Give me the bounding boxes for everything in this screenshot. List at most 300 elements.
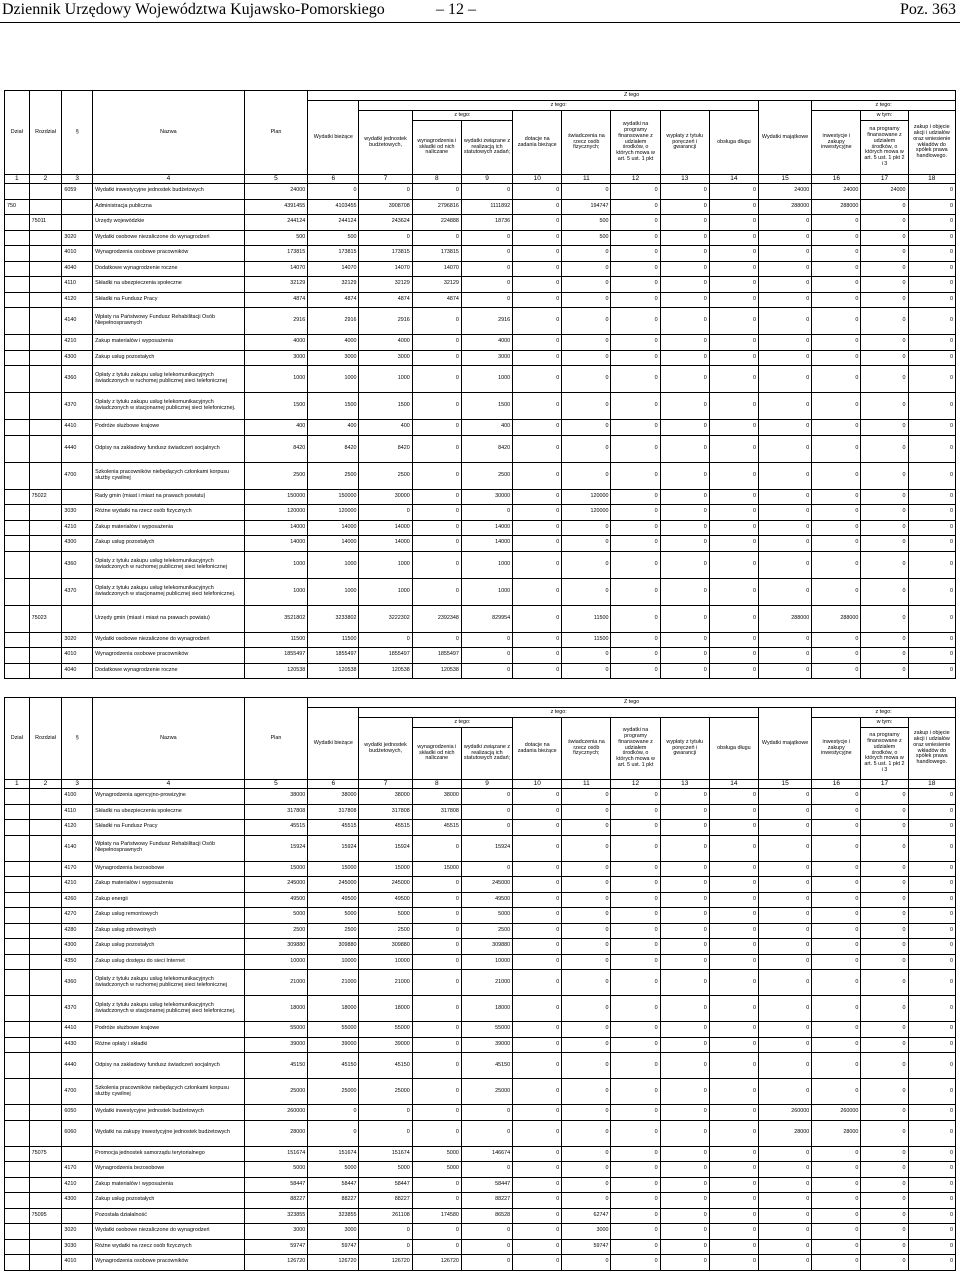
amount-cell: 0 bbox=[758, 663, 811, 679]
amount-cell: 1000 bbox=[359, 578, 412, 605]
amount-cell: 0 bbox=[861, 804, 908, 820]
amount-cell: 0 bbox=[513, 996, 562, 1022]
amount-cell: 0 bbox=[562, 908, 611, 924]
amount-cell: 0 bbox=[908, 1255, 955, 1271]
amount-cell: 0 bbox=[812, 632, 861, 648]
amount-cell: 0 bbox=[562, 335, 611, 351]
amount-cell: 49500 bbox=[359, 892, 412, 908]
amount-cell: 0 bbox=[513, 789, 562, 805]
amount-cell: 0 bbox=[308, 1120, 359, 1146]
amount-cell: 0 bbox=[709, 939, 758, 955]
code-cell bbox=[5, 804, 30, 820]
amount-cell: 260000 bbox=[244, 1105, 308, 1121]
code-cell: 4120 bbox=[62, 820, 93, 836]
amount-cell: 0 bbox=[562, 551, 611, 578]
amount-cell: 0 bbox=[812, 277, 861, 293]
amount-cell: 0 bbox=[513, 804, 562, 820]
code-cell bbox=[5, 820, 30, 836]
amount-cell: 1000 bbox=[244, 578, 308, 605]
amount-cell: 0 bbox=[611, 246, 660, 262]
amount-cell: 0 bbox=[513, 246, 562, 262]
amount-cell: 0 bbox=[908, 435, 955, 462]
amount-cell: 0 bbox=[611, 1224, 660, 1240]
amount-cell: 0 bbox=[513, 663, 562, 679]
code-cell bbox=[29, 1224, 62, 1240]
amount-cell: 0 bbox=[660, 1037, 709, 1053]
amount-cell: 0 bbox=[812, 350, 861, 366]
amount-cell: 21000 bbox=[244, 970, 308, 996]
journal-title: Dziennik Urzędowy Województwa Kujawsko-Pomorskiego bbox=[2, 1, 385, 18]
amount-cell: 0 bbox=[412, 435, 461, 462]
table-row bbox=[5, 578, 956, 605]
amount-cell: 0 bbox=[513, 835, 562, 861]
name-cell: Składki na Fundusz Pracy bbox=[93, 292, 245, 308]
amount-cell: 0 bbox=[861, 939, 908, 955]
amount-cell: 0 bbox=[812, 420, 861, 436]
code-cell bbox=[5, 505, 30, 521]
amount-cell: 15924 bbox=[461, 835, 512, 861]
amount-cell: 1000 bbox=[461, 578, 512, 605]
code-cell bbox=[5, 877, 30, 893]
code-cell: 75011 bbox=[29, 215, 62, 231]
amount-cell: 0 bbox=[412, 1193, 461, 1209]
code-cell: 4210 bbox=[62, 520, 93, 536]
amount-cell: 288000 bbox=[758, 199, 811, 215]
amount-cell: 0 bbox=[461, 1239, 512, 1255]
amount-cell: 0 bbox=[412, 184, 461, 200]
name-cell: Zakup energii bbox=[93, 892, 245, 908]
code-cell bbox=[29, 199, 62, 215]
amount-cell: 39000 bbox=[461, 1037, 512, 1053]
name-cell: Wydatki osobowe niezaliczone do wynagrodzeń bbox=[93, 230, 245, 246]
code-cell bbox=[29, 861, 62, 877]
code-cell bbox=[5, 578, 30, 605]
amount-cell: 0 bbox=[812, 908, 861, 924]
amount-cell: 1500 bbox=[461, 393, 512, 420]
code-cell bbox=[29, 184, 62, 200]
amount-cell: 1111892 bbox=[461, 199, 512, 215]
name-cell: Urzędy wojewódzkie bbox=[93, 215, 245, 231]
code-cell bbox=[29, 1037, 62, 1053]
amount-cell: 0 bbox=[513, 1037, 562, 1053]
amount-cell: 15000 bbox=[412, 861, 461, 877]
amount-cell: 1855497 bbox=[244, 648, 308, 664]
amount-cell: 0 bbox=[812, 1037, 861, 1053]
header-w-tym: w tym: bbox=[861, 718, 908, 728]
table-row bbox=[5, 1239, 956, 1255]
amount-cell: 0 bbox=[660, 366, 709, 393]
amount-cell: 0 bbox=[709, 789, 758, 805]
amount-cell: 45515 bbox=[412, 820, 461, 836]
amount-cell: 2392348 bbox=[412, 605, 461, 632]
name-cell: Promocja jednostek samorządu terytorialnego bbox=[93, 1146, 245, 1162]
amount-cell: 0 bbox=[812, 393, 861, 420]
amount-cell: 0 bbox=[412, 335, 461, 351]
amount-cell: 173815 bbox=[359, 246, 412, 262]
code-cell: 4140 bbox=[62, 308, 93, 335]
amount-cell: 0 bbox=[660, 292, 709, 308]
amount-cell: 1000 bbox=[308, 578, 359, 605]
name-cell: Dodatkowe wynagrodzenie roczne bbox=[93, 663, 245, 679]
amount-cell: 288000 bbox=[812, 605, 861, 632]
amount-cell: 0 bbox=[308, 184, 359, 200]
amount-cell: 0 bbox=[660, 462, 709, 489]
code-cell: 6050 bbox=[62, 1105, 93, 1121]
amount-cell: 0 bbox=[513, 908, 562, 924]
name-cell: Zakup usług pozostałych bbox=[93, 939, 245, 955]
amount-cell: 0 bbox=[709, 970, 758, 996]
amount-cell: 400 bbox=[359, 420, 412, 436]
name-cell: Rady gmin (miast i miast na prawach powiatu) bbox=[93, 489, 245, 505]
amount-cell: 0 bbox=[562, 393, 611, 420]
amount-cell: 0 bbox=[513, 350, 562, 366]
amount-cell: 0 bbox=[812, 578, 861, 605]
amount-cell: 0 bbox=[758, 970, 811, 996]
amount-cell: 0 bbox=[562, 462, 611, 489]
amount-cell: 0 bbox=[709, 215, 758, 231]
amount-cell: 0 bbox=[611, 578, 660, 605]
code-cell: 4350 bbox=[62, 954, 93, 970]
amount-cell: 0 bbox=[861, 261, 908, 277]
code-cell bbox=[29, 578, 62, 605]
amount-cell: 0 bbox=[660, 1120, 709, 1146]
amount-cell: 0 bbox=[908, 820, 955, 836]
table-row bbox=[5, 1105, 956, 1121]
column-numbers-row bbox=[5, 780, 956, 789]
amount-cell: 0 bbox=[908, 1177, 955, 1193]
amount-cell: 2500 bbox=[308, 462, 359, 489]
name-cell: Podróże służbowe krajowe bbox=[93, 420, 245, 436]
amount-cell: 5000 bbox=[412, 1146, 461, 1162]
amount-cell: 0 bbox=[359, 1239, 412, 1255]
amount-cell: 0 bbox=[861, 366, 908, 393]
amount-cell: 3521802 bbox=[244, 605, 308, 632]
amount-cell: 400 bbox=[244, 420, 308, 436]
amount-cell: 0 bbox=[709, 1079, 758, 1105]
amount-cell: 174580 bbox=[412, 1208, 461, 1224]
amount-cell: 3233802 bbox=[308, 605, 359, 632]
amount-cell: 0 bbox=[709, 551, 758, 578]
amount-cell: 0 bbox=[562, 1120, 611, 1146]
code-cell: 4010 bbox=[62, 1255, 93, 1271]
amount-cell: 88227 bbox=[244, 1193, 308, 1209]
amount-cell: 0 bbox=[359, 184, 412, 200]
amount-cell: 30000 bbox=[461, 489, 512, 505]
amount-cell: 0 bbox=[709, 954, 758, 970]
amount-cell: 0 bbox=[359, 1224, 412, 1240]
amount-cell: 126720 bbox=[244, 1255, 308, 1271]
column-number: 16 bbox=[812, 780, 861, 789]
amount-cell: 0 bbox=[660, 435, 709, 462]
amount-cell: 38000 bbox=[412, 789, 461, 805]
amount-cell: 0 bbox=[513, 393, 562, 420]
amount-cell: 21000 bbox=[308, 970, 359, 996]
amount-cell: 11500 bbox=[308, 632, 359, 648]
amount-cell: 0 bbox=[660, 261, 709, 277]
amount-cell: 62747 bbox=[562, 1208, 611, 1224]
name-cell: Zakup usług dostępu do sieci Internet bbox=[93, 954, 245, 970]
amount-cell: 1000 bbox=[244, 551, 308, 578]
amount-cell: 0 bbox=[611, 861, 660, 877]
code-cell: 6060 bbox=[62, 1120, 93, 1146]
name-cell: Opłaty z tytułu zakupu usług telekomunikacyjnych świadczonych w stacjonarnej publicznej sieci telefonicznej. bbox=[93, 393, 245, 420]
amount-cell: 0 bbox=[861, 835, 908, 861]
amount-cell: 0 bbox=[758, 861, 811, 877]
amount-cell: 0 bbox=[660, 578, 709, 605]
column-number: 1 bbox=[5, 780, 30, 789]
amount-cell: 0 bbox=[513, 954, 562, 970]
amount-cell: 0 bbox=[611, 1037, 660, 1053]
amount-cell: 2916 bbox=[244, 308, 308, 335]
column-number: 14 bbox=[709, 175, 758, 184]
amount-cell: 0 bbox=[758, 789, 811, 805]
amount-cell: 18000 bbox=[244, 996, 308, 1022]
table-row bbox=[5, 536, 956, 552]
amount-cell: 2500 bbox=[244, 462, 308, 489]
amount-cell: 0 bbox=[660, 1053, 709, 1079]
amount-cell: 0 bbox=[861, 1208, 908, 1224]
table-row bbox=[5, 292, 956, 308]
table-row bbox=[5, 648, 956, 664]
amount-cell: 0 bbox=[758, 1193, 811, 1209]
amount-cell: 0 bbox=[908, 923, 955, 939]
amount-cell: 0 bbox=[611, 308, 660, 335]
amount-cell: 0 bbox=[611, 261, 660, 277]
amount-cell: 0 bbox=[908, 335, 955, 351]
amount-cell: 0 bbox=[861, 462, 908, 489]
amount-cell: 0 bbox=[412, 578, 461, 605]
amount-cell: 0 bbox=[412, 462, 461, 489]
amount-cell: 0 bbox=[812, 215, 861, 231]
amount-cell: 0 bbox=[861, 970, 908, 996]
amount-cell: 0 bbox=[611, 923, 660, 939]
code-cell: 75075 bbox=[29, 1146, 62, 1162]
amount-cell: 0 bbox=[660, 939, 709, 955]
code-cell: 4360 bbox=[62, 551, 93, 578]
amount-cell: 4391455 bbox=[244, 199, 308, 215]
amount-cell: 0 bbox=[611, 1105, 660, 1121]
amount-cell: 0 bbox=[758, 420, 811, 436]
amount-cell: 0 bbox=[611, 1255, 660, 1271]
column-number: 10 bbox=[513, 175, 562, 184]
amount-cell: 2916 bbox=[461, 308, 512, 335]
code-cell bbox=[29, 393, 62, 420]
amount-cell: 0 bbox=[812, 230, 861, 246]
code-cell bbox=[29, 1105, 62, 1121]
amount-cell: 0 bbox=[812, 1177, 861, 1193]
amount-cell: 49500 bbox=[308, 892, 359, 908]
amount-cell: 15924 bbox=[308, 835, 359, 861]
amount-cell: 0 bbox=[908, 970, 955, 996]
amount-cell: 0 bbox=[812, 996, 861, 1022]
name-cell: Wynagrodzenia bezosobowe bbox=[93, 1162, 245, 1178]
amount-cell: 38000 bbox=[244, 789, 308, 805]
column-number: 2 bbox=[29, 780, 62, 789]
amount-cell: 0 bbox=[412, 308, 461, 335]
amount-cell: 0 bbox=[709, 1105, 758, 1121]
column-number: 8 bbox=[412, 780, 461, 789]
amount-cell: 24000 bbox=[861, 184, 908, 200]
amount-cell: 0 bbox=[709, 1120, 758, 1146]
amount-cell: 120538 bbox=[244, 663, 308, 679]
amount-cell: 0 bbox=[709, 908, 758, 924]
code-cell: 4700 bbox=[62, 462, 93, 489]
amount-cell: 0 bbox=[461, 648, 512, 664]
amount-cell: 1500 bbox=[308, 393, 359, 420]
code-cell bbox=[5, 1146, 30, 1162]
amount-cell: 0 bbox=[412, 892, 461, 908]
amount-cell: 0 bbox=[861, 350, 908, 366]
amount-cell: 0 bbox=[412, 1037, 461, 1053]
amount-cell: 25000 bbox=[308, 1079, 359, 1105]
amount-cell: 0 bbox=[709, 462, 758, 489]
amount-cell: 0 bbox=[562, 520, 611, 536]
amount-cell: 245000 bbox=[308, 877, 359, 893]
code-cell bbox=[29, 954, 62, 970]
amount-cell: 0 bbox=[513, 1208, 562, 1224]
code-cell bbox=[5, 184, 30, 200]
code-cell bbox=[29, 1255, 62, 1271]
amount-cell: 0 bbox=[611, 1053, 660, 1079]
amount-cell: 0 bbox=[611, 1177, 660, 1193]
name-cell: Różne wydatki na rzecz osób fizycznych bbox=[93, 1239, 245, 1255]
amount-cell: 0 bbox=[861, 277, 908, 293]
amount-cell: 0 bbox=[412, 908, 461, 924]
amount-cell: 0 bbox=[513, 551, 562, 578]
amount-cell: 0 bbox=[861, 199, 908, 215]
amount-cell: 0 bbox=[861, 1162, 908, 1178]
amount-cell: 0 bbox=[660, 1239, 709, 1255]
amount-cell: 0 bbox=[908, 578, 955, 605]
code-cell: 4170 bbox=[62, 861, 93, 877]
amount-cell: 194747 bbox=[562, 199, 611, 215]
table-row bbox=[5, 804, 956, 820]
amount-cell: 21000 bbox=[461, 970, 512, 996]
code-cell bbox=[5, 1239, 30, 1255]
amount-cell: 0 bbox=[709, 877, 758, 893]
amount-cell: 0 bbox=[709, 1146, 758, 1162]
amount-cell: 0 bbox=[513, 923, 562, 939]
amount-cell: 0 bbox=[359, 632, 412, 648]
amount-cell: 0 bbox=[709, 366, 758, 393]
amount-cell: 0 bbox=[660, 277, 709, 293]
code-cell bbox=[5, 246, 30, 262]
amount-cell: 0 bbox=[908, 350, 955, 366]
code-cell bbox=[5, 1255, 30, 1271]
amount-cell: 0 bbox=[812, 1022, 861, 1038]
code-cell bbox=[5, 605, 30, 632]
header-wynagrodzenia: wynagrodzenia i składki od nich naliczane bbox=[412, 728, 461, 780]
amount-cell: 0 bbox=[861, 435, 908, 462]
amount-cell: 0 bbox=[861, 505, 908, 521]
amount-cell: 0 bbox=[611, 489, 660, 505]
amount-cell: 0 bbox=[758, 939, 811, 955]
code-cell bbox=[5, 1162, 30, 1178]
amount-cell: 45515 bbox=[359, 820, 412, 836]
amount-cell: 0 bbox=[908, 1208, 955, 1224]
code-cell: 4210 bbox=[62, 1177, 93, 1193]
code-cell bbox=[29, 663, 62, 679]
amount-cell: 0 bbox=[513, 366, 562, 393]
amount-cell: 0 bbox=[709, 308, 758, 335]
amount-cell: 0 bbox=[758, 215, 811, 231]
amount-cell: 0 bbox=[461, 1105, 512, 1121]
budget-table-1 bbox=[4, 90, 956, 679]
amount-cell: 30000 bbox=[359, 489, 412, 505]
amount-cell: 0 bbox=[660, 551, 709, 578]
amount-cell: 45150 bbox=[359, 1053, 412, 1079]
amount-cell: 0 bbox=[861, 420, 908, 436]
amount-cell: 0 bbox=[412, 954, 461, 970]
amount-cell: 0 bbox=[562, 1079, 611, 1105]
amount-cell: 32129 bbox=[359, 277, 412, 293]
amount-cell: 0 bbox=[861, 1105, 908, 1121]
amount-cell: 288000 bbox=[758, 605, 811, 632]
amount-cell: 0 bbox=[359, 505, 412, 521]
amount-cell: 0 bbox=[562, 970, 611, 996]
header-obsluga-dlugu: obsługa długu bbox=[709, 718, 758, 780]
amount-cell: 58447 bbox=[359, 1177, 412, 1193]
amount-cell: 0 bbox=[758, 954, 811, 970]
amount-cell: 0 bbox=[908, 393, 955, 420]
amount-cell: 5000 bbox=[461, 908, 512, 924]
amount-cell: 0 bbox=[709, 292, 758, 308]
code-cell: 4370 bbox=[62, 996, 93, 1022]
amount-cell: 500 bbox=[562, 230, 611, 246]
amount-cell: 120538 bbox=[308, 663, 359, 679]
column-number: 13 bbox=[660, 780, 709, 789]
column-number: 4 bbox=[93, 175, 245, 184]
amount-cell: 3908708 bbox=[359, 199, 412, 215]
header-paragraf: § bbox=[62, 91, 93, 175]
amount-cell: 0 bbox=[758, 877, 811, 893]
amount-cell: 0 bbox=[861, 954, 908, 970]
amount-cell: 0 bbox=[709, 1177, 758, 1193]
table-row bbox=[5, 308, 956, 335]
amount-cell: 126720 bbox=[412, 1255, 461, 1271]
header-z-tego: Z tego bbox=[308, 91, 956, 101]
amount-cell: 1000 bbox=[461, 366, 512, 393]
code-cell bbox=[29, 877, 62, 893]
header-wydatki-jednostek: wydatki jednostek budżetowych, bbox=[359, 718, 412, 780]
header-obsluga-dlugu: obsługa długu bbox=[709, 111, 758, 175]
amount-cell: 0 bbox=[513, 462, 562, 489]
amount-cell: 0 bbox=[861, 877, 908, 893]
amount-cell: 39000 bbox=[359, 1037, 412, 1053]
amount-cell: 0 bbox=[660, 820, 709, 836]
code-cell bbox=[29, 1239, 62, 1255]
code-cell: 4410 bbox=[62, 420, 93, 436]
amount-cell: 0 bbox=[908, 520, 955, 536]
amount-cell: 0 bbox=[412, 970, 461, 996]
amount-cell: 0 bbox=[461, 1255, 512, 1271]
amount-cell: 0 bbox=[660, 892, 709, 908]
header-programy: wydatki na programy finansowane z udziałem środków, o których mowa w art. 5 ust. 1 pkt bbox=[611, 718, 660, 780]
header-z-tego-majatkowe: z tego: bbox=[812, 708, 956, 718]
amount-cell: 2916 bbox=[359, 308, 412, 335]
amount-cell: 0 bbox=[812, 835, 861, 861]
amount-cell: 0 bbox=[908, 835, 955, 861]
amount-cell: 0 bbox=[513, 435, 562, 462]
amount-cell: 309880 bbox=[308, 939, 359, 955]
name-cell: Administracja publiczna bbox=[93, 199, 245, 215]
amount-cell: 25000 bbox=[244, 1079, 308, 1105]
code-cell: 4360 bbox=[62, 970, 93, 996]
amount-cell: 0 bbox=[611, 551, 660, 578]
code-cell bbox=[5, 1053, 30, 1079]
amount-cell: 0 bbox=[660, 1208, 709, 1224]
code-cell bbox=[29, 820, 62, 836]
